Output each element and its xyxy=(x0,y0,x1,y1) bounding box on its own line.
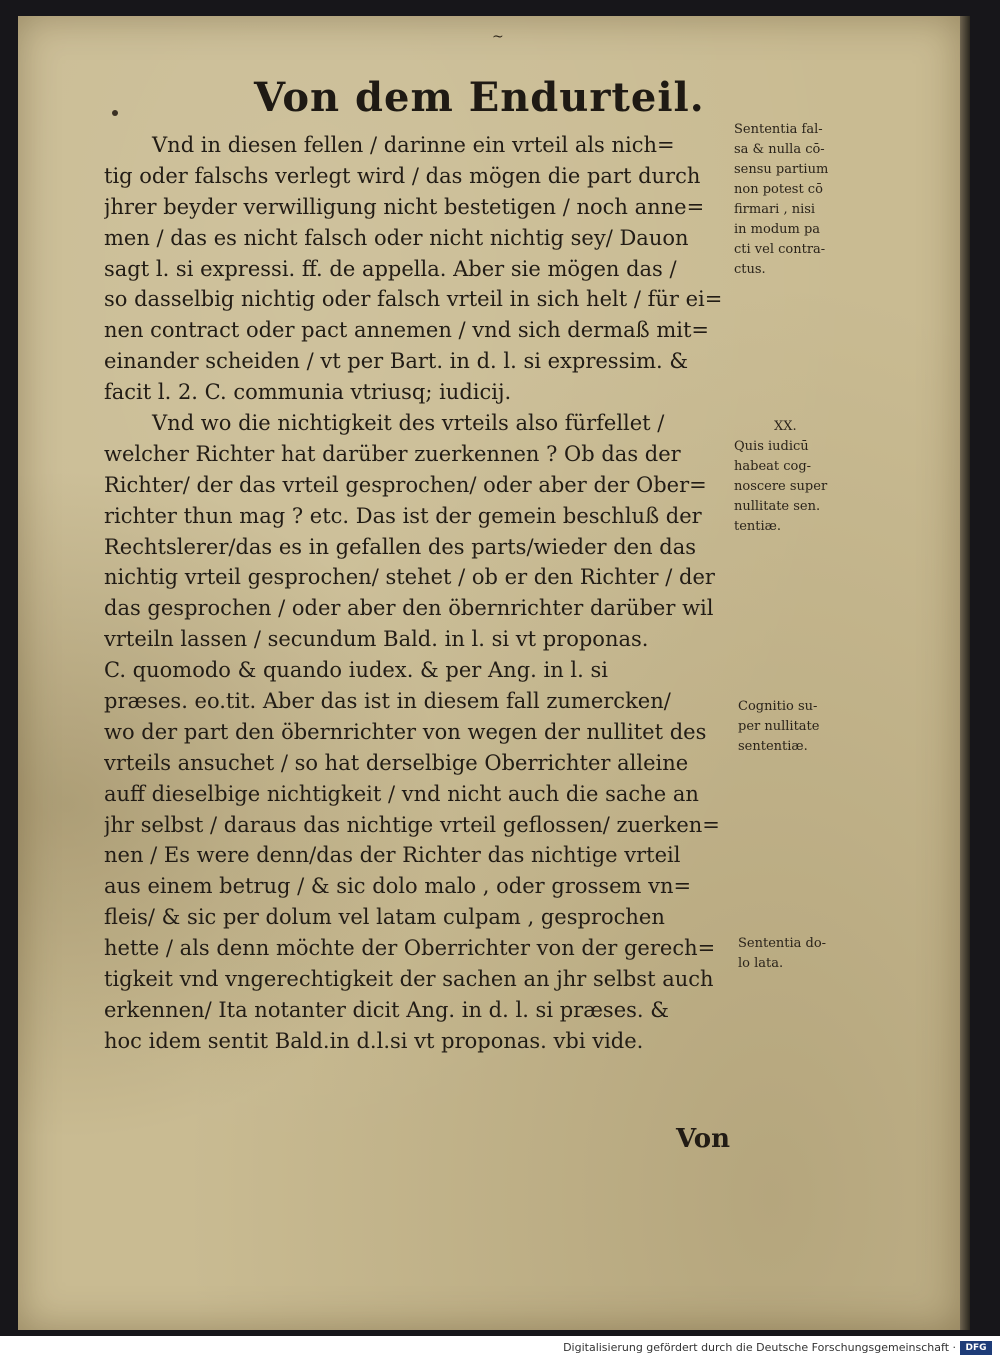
page-title: Von dem Endurteil. xyxy=(254,74,705,121)
catchword: Von xyxy=(676,1124,731,1154)
marginal-note-line: firmari , nisi xyxy=(734,202,816,217)
marginal-note-line: sententiæ. xyxy=(738,739,808,754)
text-line: vrteils ansuchet / so hat derselbige Oberrichter alleine xyxy=(104,750,689,775)
text-line: tigkeit vnd vngerechtigkeit der sachen an jhr selbst auch xyxy=(104,967,714,992)
marginal-note-line: habeat cog- xyxy=(734,459,812,474)
footer-bar xyxy=(0,1336,1000,1361)
text-line: fleis/ & sic per dolum vel latam culpam , gesprochen xyxy=(104,905,665,930)
text-line: aus einem betrug / & sic dolo malo , oder grossem vn= xyxy=(104,874,692,899)
funding-credit: Digitalisierung gefördert durch die Deutsche Forschungsgemeinschaft · xyxy=(563,1341,956,1354)
text-line: so dasselbig nichtig oder falsch vrteil in sich helt / für ei= xyxy=(104,287,723,312)
marginal-note-line: lo lata. xyxy=(738,956,784,971)
marginal-note-line: Cognitio su- xyxy=(738,699,818,714)
marginal-note-line: ctus. xyxy=(734,262,766,277)
text-line: hoc idem sentit Bald.in d.l.si vt proponas. vbi vide. xyxy=(104,1028,644,1053)
marginal-note xyxy=(738,934,826,974)
marginal-note-line: Quis iudicū xyxy=(734,439,809,454)
text-line: erkennen/ Ita notanter dicit Ang. in d. l. si præses. & xyxy=(104,997,669,1022)
marginal-note-line: cti vel contra- xyxy=(734,242,826,257)
text-line: Vnd in diesen fellen / darinne ein vrteil als nich= xyxy=(152,133,675,157)
text-line: nichtig vrteil gesprochen/ stehet / ob er den Richter / der xyxy=(104,565,715,590)
marginal-note xyxy=(738,697,819,757)
marginal-note-line: noscere super xyxy=(734,479,828,494)
text-line: hette / als denn möchte der Oberrichter von der gerech= xyxy=(104,936,716,961)
header-ornament: ~ xyxy=(492,29,504,45)
marginal-note-line: Sententia do- xyxy=(738,936,827,951)
text-line: nen / Es were denn/das der Richter das nichtige vrteil xyxy=(104,843,681,868)
marginal-note-line: nullitate sen. xyxy=(734,499,821,514)
section-number: XX. xyxy=(774,419,797,434)
text-line: facit l. 2. C. communia vtriusq; iudicij. xyxy=(104,380,512,405)
text-line: sagt l. si expressi. ff. de appella. Aber sie mögen das / xyxy=(104,256,677,281)
text-line: vrteiln lassen / secundum Bald. in l. si vt proponas. xyxy=(104,627,649,652)
main-text-block xyxy=(104,130,736,1057)
marginal-note-line: per nullitate xyxy=(738,719,820,734)
text-line: einander scheiden / vt per Bart. in d. l. si expressim. & xyxy=(104,349,689,374)
text-line: C. quomodo & quando iudex. & per Ang. in l. si xyxy=(104,658,608,683)
marginal-note-line: in modum pa xyxy=(734,222,821,237)
marginal-note-line: non potest cō xyxy=(734,182,823,197)
text-line: men / das es nicht falsch oder nicht nichtig sey/ Dauon xyxy=(104,225,689,250)
text-line: Vnd wo die nichtigkeit des vrteils also fürfellet / xyxy=(152,411,665,436)
text-line: tig oder falschs verlegt wird / das mögen die part durch xyxy=(104,163,701,188)
marginal-note-line: sensu partium xyxy=(734,162,829,177)
text-line: Rechtslerer/das es in gefallen des parts/wieder den das xyxy=(104,534,697,559)
marginal-note-line: sa & nulla cō- xyxy=(734,142,825,157)
text-line: welcher Richter hat darüber zuerkennen ? Ob das der xyxy=(104,441,681,466)
text-line: auff dieselbige nichtigkeit / vnd nicht auch die sache an xyxy=(104,781,699,806)
page-edge xyxy=(960,16,970,1330)
text-line: richter thun mag ? etc. Das ist der gemein beschluß der xyxy=(104,503,702,528)
ink-spot xyxy=(112,110,118,116)
marginal-note xyxy=(734,120,828,280)
text-line: Richter/ der das vrteil gesprochen/ oder aber der Ober= xyxy=(104,472,707,497)
text-line: wo der part den öbernrichter von wegen der nullitet des xyxy=(104,719,707,744)
text-line: præses. eo.tit. Aber das ist in diesem fall zumercken/ xyxy=(104,689,671,714)
marginal-note-line: Sententia fal- xyxy=(734,122,823,137)
dfg-logo: DFG xyxy=(960,1341,992,1355)
marginal-note xyxy=(734,417,827,537)
marginal-note-line: tentiæ. xyxy=(734,519,782,534)
text-line: jhr selbst / daraus das nichtige vrteil geflossen/ zuerken= xyxy=(104,812,720,837)
text-line: das gesprochen / oder aber den öbernrichter darüber wil xyxy=(104,596,714,621)
text-line: nen contract oder pact annemen / vnd sich dermaß mit= xyxy=(104,318,709,343)
text-line: jhrer beyder verwilligung nicht bestetigen / noch anne= xyxy=(104,194,705,219)
